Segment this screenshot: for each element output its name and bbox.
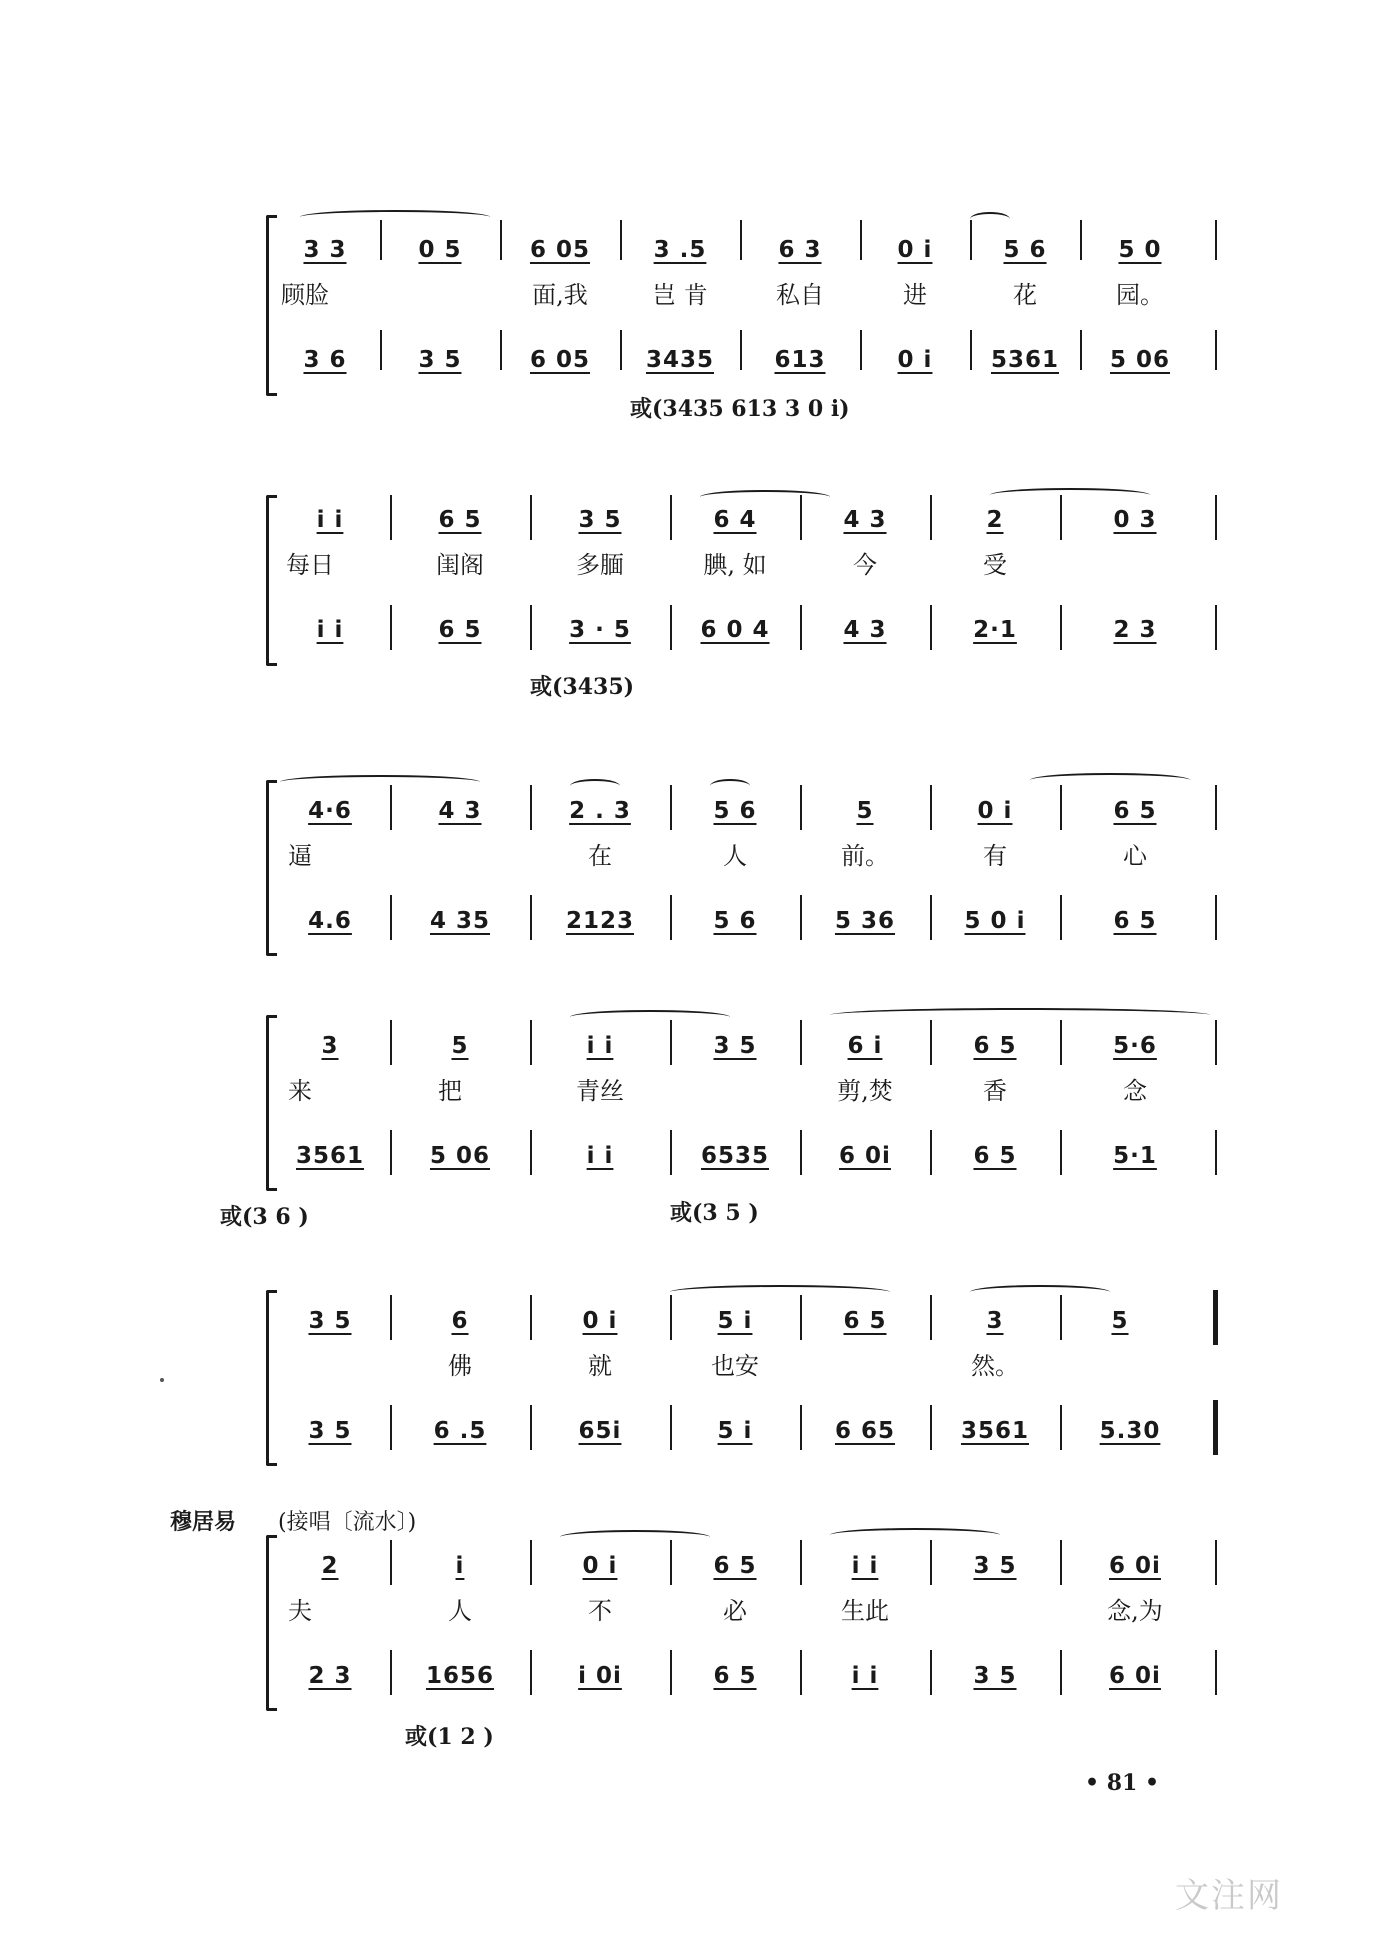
accomp-measure: 5361 bbox=[990, 347, 1059, 373]
vocal-measure: 3 5 bbox=[973, 1553, 1017, 1579]
barline bbox=[390, 895, 392, 940]
barline bbox=[1215, 605, 1217, 650]
barline bbox=[530, 1020, 532, 1065]
vocal-measure: 6 i bbox=[847, 1033, 883, 1059]
lyric: 也安 bbox=[711, 1351, 759, 1380]
accomp-measure: 6 5 bbox=[973, 1143, 1017, 1169]
speaker-name: 穆居易 bbox=[170, 1509, 237, 1535]
vocal-measure: 5 6 bbox=[1003, 237, 1047, 263]
barline bbox=[930, 1540, 932, 1585]
accomp-measure: 3 · 5 bbox=[569, 617, 631, 643]
barline bbox=[390, 1020, 392, 1065]
vocal-measure: 5 bbox=[856, 798, 874, 824]
vocal-measure: 3 bbox=[986, 1308, 1004, 1334]
vocal-measure: 2 bbox=[986, 507, 1004, 533]
accomp-measure: 2123 bbox=[565, 908, 634, 934]
barline bbox=[390, 605, 392, 650]
accomp-measure: 6 0i bbox=[1109, 1663, 1161, 1689]
tempo-instruction: (接唱〔流水〕) bbox=[278, 1510, 417, 1535]
barline bbox=[390, 1540, 392, 1585]
accompaniment-line bbox=[270, 1136, 1230, 1176]
lyric: 必 bbox=[723, 1596, 747, 1625]
barline bbox=[1215, 1540, 1217, 1585]
barline bbox=[1215, 1020, 1217, 1065]
vocal-measure: 6 3 bbox=[778, 237, 822, 263]
barline bbox=[1215, 220, 1217, 260]
barline bbox=[530, 495, 532, 540]
barline bbox=[530, 785, 532, 830]
barline bbox=[1060, 495, 1062, 540]
barline bbox=[390, 1405, 392, 1450]
vocal-measure: 0 i bbox=[582, 1308, 618, 1334]
accomp-measure: 3561 bbox=[295, 1143, 364, 1169]
barline bbox=[800, 1540, 802, 1585]
barline bbox=[1080, 220, 1082, 260]
vocal-measure: 6 5 bbox=[843, 1308, 887, 1334]
vocal-line bbox=[270, 1546, 1230, 1586]
barline bbox=[930, 785, 932, 830]
barline bbox=[620, 220, 622, 260]
barline bbox=[1060, 1405, 1062, 1450]
slur bbox=[570, 1010, 730, 1024]
vocal-measure: 5·6 bbox=[1113, 1033, 1157, 1059]
vocal-measure: 6 bbox=[451, 1308, 469, 1334]
lyric: 面,我 bbox=[532, 280, 588, 309]
vocal-measure: 5 i bbox=[717, 1308, 753, 1334]
slur bbox=[970, 1285, 1110, 1299]
accomp-measure: 3435 bbox=[645, 347, 714, 373]
barline bbox=[670, 785, 672, 830]
vocal-measure: i i bbox=[586, 1033, 614, 1059]
site-watermark: 文注网 bbox=[1175, 1876, 1283, 1916]
score-system-1 bbox=[270, 210, 1230, 420]
accomp-measure: 6 0i bbox=[839, 1143, 891, 1169]
barline bbox=[1215, 1130, 1217, 1175]
lyric: 前。 bbox=[841, 841, 889, 870]
barline bbox=[670, 895, 672, 940]
barline bbox=[670, 495, 672, 540]
vocal-measure: 6 5 bbox=[973, 1033, 1017, 1059]
barline bbox=[800, 1130, 802, 1175]
slur bbox=[970, 212, 1010, 226]
alternative-reading: 或(1 2 ) bbox=[405, 1724, 494, 1750]
vocal-measure: 6 5 bbox=[1113, 798, 1157, 824]
vocal-measure: 6 0i bbox=[1109, 1553, 1161, 1579]
accomp-measure: i 0i bbox=[578, 1663, 622, 1689]
lyric: 心 bbox=[1123, 841, 1147, 870]
lyric: 香 bbox=[983, 1076, 1007, 1105]
accomp-measure: 3561 bbox=[960, 1418, 1029, 1444]
barline bbox=[670, 1405, 672, 1450]
accomp-measure: 5.30 bbox=[1099, 1418, 1161, 1444]
accomp-measure: 3 5 bbox=[418, 347, 462, 373]
lyric: 佛 bbox=[448, 1351, 472, 1380]
barline bbox=[930, 605, 932, 650]
accomp-measure: 65i bbox=[578, 1418, 622, 1444]
barline bbox=[1060, 785, 1062, 830]
accomp-measure: 6 5 bbox=[713, 1663, 757, 1689]
barline bbox=[800, 1405, 802, 1450]
barline bbox=[800, 1650, 802, 1695]
accomp-measure: 5 36 bbox=[834, 908, 896, 934]
accomp-measure: 6 05 bbox=[529, 347, 591, 373]
accompaniment-line bbox=[270, 1411, 1230, 1451]
vocal-measure: 0 i bbox=[977, 798, 1013, 824]
lyric: 岂 肯 bbox=[652, 280, 708, 309]
lyric: 来 bbox=[288, 1076, 312, 1105]
accomp-measure: 3 5 bbox=[308, 1418, 352, 1444]
accomp-measure: 2 3 bbox=[308, 1663, 352, 1689]
accompaniment-line bbox=[270, 1656, 1230, 1696]
barline bbox=[530, 1295, 532, 1340]
score-system-2 bbox=[270, 490, 1230, 710]
vocal-measure: 5 bbox=[451, 1033, 469, 1059]
vocal-line bbox=[270, 1026, 1230, 1066]
vocal-measure: 4 3 bbox=[438, 798, 482, 824]
score-system-4 bbox=[220, 1010, 1230, 1250]
lyric: 念,为 bbox=[1107, 1596, 1163, 1625]
vocal-measure: 3 bbox=[321, 1033, 339, 1059]
barline bbox=[530, 1130, 532, 1175]
vocal-measure: i i bbox=[316, 507, 344, 533]
slur bbox=[830, 1528, 1000, 1542]
slur bbox=[1030, 773, 1190, 787]
lyric: 今 bbox=[853, 550, 877, 579]
final-barline bbox=[1213, 1290, 1218, 1345]
accomp-measure: 6 .5 bbox=[433, 1418, 487, 1444]
barline bbox=[1060, 895, 1062, 940]
alternative-reading: 或(3 6 ) bbox=[220, 1204, 309, 1230]
vocal-line bbox=[270, 1301, 1230, 1341]
vocal-measure: 4·6 bbox=[308, 798, 352, 824]
accomp-measure: 5 06 bbox=[429, 1143, 491, 1169]
lyric: 园。 bbox=[1116, 280, 1164, 309]
lyric: 就 bbox=[588, 1351, 612, 1380]
barline bbox=[670, 1295, 672, 1340]
page-number: • 81 • bbox=[1085, 1770, 1160, 1796]
accompaniment-line bbox=[270, 340, 1230, 380]
score-system-6 bbox=[270, 1530, 1230, 1750]
lyric: 有 bbox=[983, 841, 1007, 870]
stray-mark bbox=[160, 1378, 164, 1382]
accomp-measure: i i bbox=[586, 1143, 614, 1169]
barline bbox=[800, 1020, 802, 1065]
accomp-measure: 5 6 bbox=[713, 908, 757, 934]
vocal-line bbox=[270, 791, 1230, 831]
vocal-measure: i bbox=[455, 1553, 465, 1579]
barline bbox=[390, 1650, 392, 1695]
final-barline bbox=[1213, 1400, 1218, 1455]
barline bbox=[1060, 1020, 1062, 1065]
lyric: 人 bbox=[723, 841, 747, 870]
barline bbox=[1215, 330, 1217, 370]
barline bbox=[1060, 1295, 1062, 1340]
accompaniment-line bbox=[270, 610, 1230, 650]
barline bbox=[670, 1020, 672, 1065]
lyric: 人 bbox=[448, 1596, 472, 1625]
barline bbox=[930, 1295, 932, 1340]
barline bbox=[740, 330, 742, 370]
barline bbox=[390, 495, 392, 540]
lyric: 花 bbox=[1013, 280, 1037, 309]
slur bbox=[300, 210, 490, 224]
accomp-measure: 2 3 bbox=[1113, 617, 1157, 643]
slur bbox=[670, 1285, 890, 1299]
barline bbox=[930, 1405, 932, 1450]
slur bbox=[560, 1530, 710, 1544]
barline bbox=[530, 1540, 532, 1585]
barline bbox=[530, 1650, 532, 1695]
barline bbox=[740, 220, 742, 260]
barline bbox=[970, 220, 972, 260]
barline bbox=[530, 605, 532, 650]
vocal-line bbox=[270, 230, 1230, 270]
accomp-measure: 5 06 bbox=[1109, 347, 1171, 373]
score-system-3 bbox=[270, 775, 1230, 965]
vocal-measure: 5 0 bbox=[1118, 237, 1162, 263]
barline bbox=[380, 330, 382, 370]
barline bbox=[930, 1650, 932, 1695]
accomp-measure: 5 i bbox=[717, 1418, 753, 1444]
lyric: 进 bbox=[903, 280, 927, 309]
lyric: 剪,焚 bbox=[837, 1076, 893, 1105]
lyric: 不 bbox=[588, 1596, 612, 1625]
alternative-reading: 或(3 5 ) bbox=[670, 1200, 759, 1226]
vocal-measure: 2 . 3 bbox=[569, 798, 631, 824]
accomp-measure: 613 bbox=[774, 347, 826, 373]
vocal-line bbox=[270, 500, 1230, 540]
accomp-measure: 3 6 bbox=[303, 347, 347, 373]
lyric: 生此 bbox=[841, 1596, 889, 1625]
barline bbox=[670, 1650, 672, 1695]
accompaniment-line bbox=[270, 901, 1230, 941]
accomp-measure: 1656 bbox=[425, 1663, 494, 1689]
barline bbox=[670, 1130, 672, 1175]
lyric: 在 bbox=[588, 841, 612, 870]
lyric: 顾脸 bbox=[281, 280, 329, 309]
vocal-measure: 6 5 bbox=[438, 507, 482, 533]
barline bbox=[1215, 495, 1217, 540]
vocal-measure: 5 bbox=[1111, 1308, 1129, 1334]
vocal-measure: 3 3 bbox=[303, 237, 347, 263]
accomp-measure: 4 3 bbox=[843, 617, 887, 643]
slur bbox=[280, 775, 480, 789]
vocal-measure: 0 i bbox=[582, 1553, 618, 1579]
vocal-measure: 3 .5 bbox=[653, 237, 707, 263]
barline bbox=[390, 1295, 392, 1340]
barline bbox=[1080, 330, 1082, 370]
accomp-measure: 6 0 4 bbox=[700, 617, 770, 643]
accomp-measure: 4.6 bbox=[308, 908, 352, 934]
vocal-measure: 6 4 bbox=[713, 507, 757, 533]
accomp-measure: 5 0 i bbox=[964, 908, 1026, 934]
alternative-reading: 或(3435) bbox=[530, 674, 635, 700]
lyric: 青丝 bbox=[576, 1076, 624, 1105]
barline bbox=[530, 1405, 532, 1450]
vocal-measure: i i bbox=[851, 1553, 879, 1579]
vocal-measure: 3 5 bbox=[578, 507, 622, 533]
barline bbox=[800, 785, 802, 830]
accomp-measure: i i bbox=[851, 1663, 879, 1689]
barline bbox=[1060, 605, 1062, 650]
barline bbox=[800, 605, 802, 650]
lyric: 腆, 如 bbox=[703, 550, 767, 579]
barline bbox=[390, 1130, 392, 1175]
lyric: 夫 bbox=[288, 1596, 312, 1625]
barline bbox=[670, 1540, 672, 1585]
barline bbox=[800, 1295, 802, 1340]
vocal-measure: 3 5 bbox=[308, 1308, 352, 1334]
barline bbox=[970, 330, 972, 370]
barline bbox=[930, 495, 932, 540]
lyric: 念 bbox=[1123, 1076, 1147, 1105]
accomp-measure: 6 5 bbox=[438, 617, 482, 643]
barline bbox=[1060, 1540, 1062, 1585]
barline bbox=[530, 895, 532, 940]
barline bbox=[380, 220, 382, 260]
barline bbox=[670, 605, 672, 650]
accomp-measure: i i bbox=[316, 617, 344, 643]
barline bbox=[1215, 895, 1217, 940]
lyric: 逼 bbox=[288, 841, 312, 870]
lyric: 每日 bbox=[286, 550, 334, 579]
accomp-measure: 5·1 bbox=[1113, 1143, 1157, 1169]
accomp-measure: 6 5 bbox=[1113, 908, 1157, 934]
lyric: 把 bbox=[438, 1076, 462, 1105]
barline bbox=[1215, 785, 1217, 830]
vocal-measure: 3 5 bbox=[713, 1033, 757, 1059]
barline bbox=[800, 495, 802, 540]
accomp-measure: 3 5 bbox=[973, 1663, 1017, 1689]
lyric: 多腼 bbox=[576, 550, 624, 579]
lyric: 然。 bbox=[971, 1351, 1019, 1380]
barline bbox=[1215, 1650, 1217, 1695]
vocal-measure: 0 3 bbox=[1113, 507, 1157, 533]
slur bbox=[830, 1008, 1210, 1022]
barline bbox=[500, 330, 502, 370]
vocal-measure: 6 5 bbox=[713, 1553, 757, 1579]
barline bbox=[390, 785, 392, 830]
vocal-measure: 0 5 bbox=[418, 237, 462, 263]
barline bbox=[800, 895, 802, 940]
accomp-measure: 0 i bbox=[897, 347, 933, 373]
vocal-measure: 4 3 bbox=[843, 507, 887, 533]
accomp-measure: 2·1 bbox=[973, 617, 1017, 643]
barline bbox=[620, 330, 622, 370]
vocal-measure: 2 bbox=[321, 1553, 339, 1579]
lyric: 闺阁 bbox=[436, 550, 484, 579]
barline bbox=[860, 220, 862, 260]
vocal-measure: 5 6 bbox=[713, 798, 757, 824]
barline bbox=[500, 220, 502, 260]
barline bbox=[1060, 1130, 1062, 1175]
barline bbox=[930, 1020, 932, 1065]
vocal-measure: 0 i bbox=[897, 237, 933, 263]
barline bbox=[930, 895, 932, 940]
lyric: 受 bbox=[983, 550, 1007, 579]
barline bbox=[1060, 1650, 1062, 1695]
barline bbox=[860, 330, 862, 370]
accomp-measure: 6535 bbox=[700, 1143, 769, 1169]
alternative-reading: 或(3435 613 3 0 i) bbox=[630, 396, 850, 422]
accomp-measure: 6 65 bbox=[834, 1418, 896, 1444]
lyric: 私自 bbox=[776, 280, 824, 309]
score-system-5 bbox=[270, 1285, 1230, 1475]
vocal-measure: 6 05 bbox=[529, 237, 591, 263]
barline bbox=[930, 1130, 932, 1175]
accomp-measure: 4 35 bbox=[429, 908, 491, 934]
